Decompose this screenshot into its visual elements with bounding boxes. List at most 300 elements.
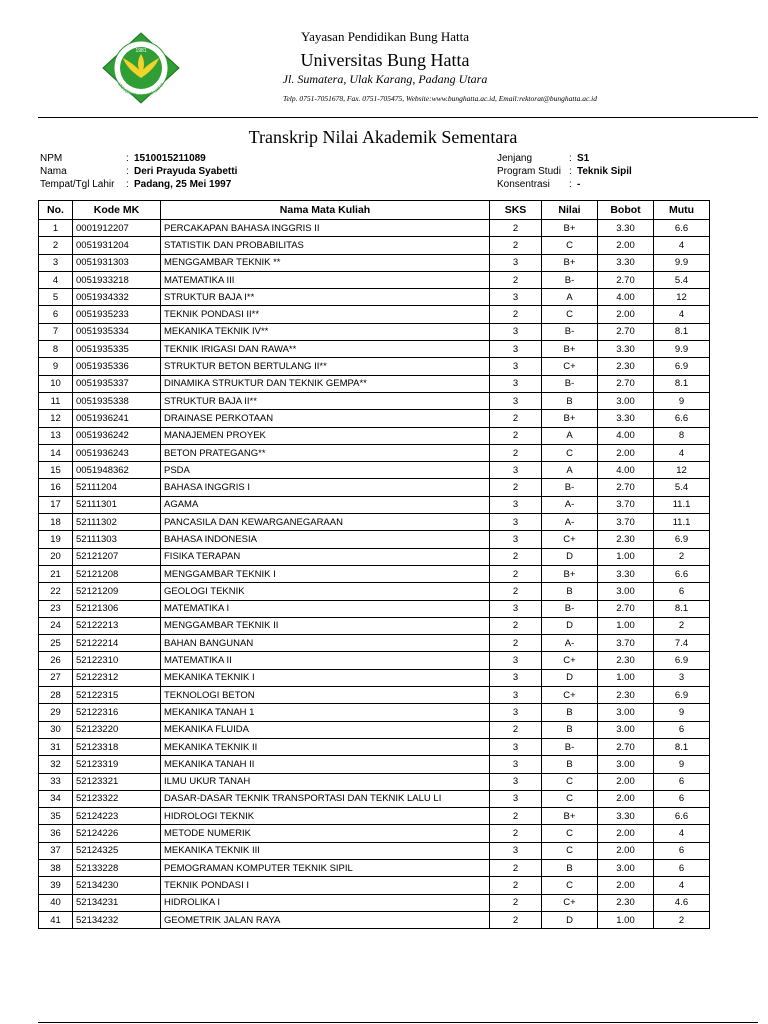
row-no: 3	[39, 254, 73, 271]
row-kode-mk: 52121209	[73, 583, 161, 600]
row-bobot: 3.00	[598, 859, 654, 876]
row-mutu: 6	[654, 842, 710, 859]
colon: :	[569, 166, 572, 177]
row-bobot: 2.00	[598, 842, 654, 859]
name-value: Deri Prayuda Syabetti	[134, 166, 238, 177]
row-bobot: 2.00	[598, 877, 654, 894]
row-nama-mata-kuliah: STATISTIK DAN PROBABILITAS	[161, 237, 490, 254]
row-nilai: B+	[542, 220, 598, 237]
table-row	[39, 341, 710, 358]
row-sks: 2	[490, 479, 542, 496]
row-mutu: 6.9	[654, 358, 710, 375]
row-mutu: 12	[654, 289, 710, 306]
concentration-label: Konsentrasi	[497, 179, 550, 190]
table-row	[39, 427, 710, 444]
table-row	[39, 237, 710, 254]
row-kode-mk: 52123220	[73, 721, 161, 738]
row-sks: 3	[490, 514, 542, 531]
footer-divider	[38, 1022, 758, 1023]
header-kode-mk: Kode MK	[73, 201, 161, 220]
row-mutu: 9	[654, 392, 710, 409]
row-kode-mk: 52122316	[73, 704, 161, 721]
row-bobot: 1.00	[598, 669, 654, 686]
row-no: 20	[39, 548, 73, 565]
row-kode-mk: 0051935337	[73, 375, 161, 392]
row-kode-mk: 52134232	[73, 911, 161, 928]
row-sks: 2	[490, 808, 542, 825]
table-row	[39, 548, 710, 565]
concentration-row	[497, 178, 632, 191]
birth-value: Padang, 25 Mei 1997	[134, 179, 232, 190]
row-kode-mk: 0051935338	[73, 392, 161, 409]
student-info-left	[40, 152, 237, 191]
row-mutu: 6	[654, 721, 710, 738]
row-mutu: 6.9	[654, 687, 710, 704]
row-sks: 3	[490, 842, 542, 859]
row-bobot: 1.00	[598, 548, 654, 565]
row-mutu: 2	[654, 911, 710, 928]
row-mutu: 4	[654, 237, 710, 254]
row-bobot: 2.00	[598, 306, 654, 323]
row-nilai: C	[542, 825, 598, 842]
row-sks: 2	[490, 548, 542, 565]
row-nama-mata-kuliah: PANCASILA DAN KEWARGANEGARAAN	[161, 514, 490, 531]
row-no: 36	[39, 825, 73, 842]
row-bobot: 3.00	[598, 392, 654, 409]
row-mutu: 6	[654, 773, 710, 790]
table-row	[39, 271, 710, 288]
table-row	[39, 790, 710, 807]
row-sks: 2	[490, 894, 542, 911]
row-no: 14	[39, 444, 73, 461]
row-nama-mata-kuliah: BAHASA INGGRIS I	[161, 479, 490, 496]
row-sks: 3	[490, 358, 542, 375]
row-mutu: 4	[654, 306, 710, 323]
row-bobot: 3.30	[598, 341, 654, 358]
row-kode-mk: 52122213	[73, 617, 161, 634]
row-kode-mk: 52111301	[73, 496, 161, 513]
name-label: Nama	[40, 166, 67, 177]
row-sks: 2	[490, 911, 542, 928]
row-kode-mk: 0051935233	[73, 306, 161, 323]
row-nama-mata-kuliah: PERCAKAPAN BAHASA INGGRIS II	[161, 220, 490, 237]
row-nilai: A-	[542, 514, 598, 531]
row-mutu: 8.1	[654, 738, 710, 755]
row-nilai: C	[542, 237, 598, 254]
level-value: S1	[577, 153, 590, 164]
row-bobot: 3.30	[598, 808, 654, 825]
row-kode-mk: 52134230	[73, 877, 161, 894]
row-kode-mk: 0051935335	[73, 341, 161, 358]
row-nama-mata-kuliah: MENGGAMBAR TEKNIK **	[161, 254, 490, 271]
table-row	[39, 289, 710, 306]
row-nilai: B	[542, 392, 598, 409]
table-row	[39, 687, 710, 704]
row-nilai: B+	[542, 565, 598, 582]
row-nama-mata-kuliah: MEKANIKA TANAH II	[161, 756, 490, 773]
row-bobot: 2.70	[598, 375, 654, 392]
table-row	[39, 254, 710, 271]
table-row	[39, 721, 710, 738]
row-no: 21	[39, 565, 73, 582]
row-bobot: 2.70	[598, 600, 654, 617]
table-row	[39, 600, 710, 617]
row-kode-mk: 52121306	[73, 600, 161, 617]
row-nama-mata-kuliah: STRUKTUR BAJA I**	[161, 289, 490, 306]
row-no: 37	[39, 842, 73, 859]
row-mutu: 8	[654, 427, 710, 444]
row-kode-mk: 52122310	[73, 652, 161, 669]
table-row	[39, 911, 710, 928]
row-mutu: 5.4	[654, 271, 710, 288]
table-row	[39, 635, 710, 652]
header-mutu: Mutu	[654, 201, 710, 220]
program-row	[497, 165, 632, 178]
row-no: 23	[39, 600, 73, 617]
row-kode-mk: 0051931303	[73, 254, 161, 271]
table-body	[39, 220, 710, 929]
row-sks: 3	[490, 756, 542, 773]
row-nilai: B-	[542, 738, 598, 755]
row-nilai: D	[542, 911, 598, 928]
row-kode-mk: 0051935334	[73, 323, 161, 340]
program-value: Teknik Sipil	[577, 166, 632, 177]
row-sks: 3	[490, 652, 542, 669]
name-row	[40, 165, 237, 178]
table-row	[39, 808, 710, 825]
row-no: 5	[39, 289, 73, 306]
row-mutu: 3	[654, 669, 710, 686]
row-nilai: B-	[542, 600, 598, 617]
row-nilai: D	[542, 617, 598, 634]
row-mutu: 11.1	[654, 514, 710, 531]
row-sks: 2	[490, 825, 542, 842]
row-no: 17	[39, 496, 73, 513]
row-kode-mk: 52123318	[73, 738, 161, 755]
row-nama-mata-kuliah: TEKNIK PONDASI I	[161, 877, 490, 894]
row-bobot: 4.00	[598, 289, 654, 306]
row-nama-mata-kuliah: MEKANIKA TEKNIK I	[161, 669, 490, 686]
row-nilai: B	[542, 721, 598, 738]
program-label: Program Studi	[497, 166, 561, 177]
row-bobot: 3.30	[598, 565, 654, 582]
row-bobot: 1.00	[598, 911, 654, 928]
npm-label: NPM	[40, 153, 63, 164]
row-no: 16	[39, 479, 73, 496]
row-bobot: 3.70	[598, 635, 654, 652]
row-nama-mata-kuliah: GEOMETRIK JALAN RAYA	[161, 911, 490, 928]
colon: :	[126, 166, 129, 177]
row-kode-mk: 52124226	[73, 825, 161, 842]
row-no: 13	[39, 427, 73, 444]
row-nama-mata-kuliah: MEKANIKA FLUIDA	[161, 721, 490, 738]
row-sks: 2	[490, 617, 542, 634]
npm-value: 1510015211089	[134, 153, 206, 164]
row-sks: 2	[490, 877, 542, 894]
row-sks: 3	[490, 375, 542, 392]
row-sks: 3	[490, 323, 542, 340]
table-row	[39, 392, 710, 409]
row-sks: 2	[490, 220, 542, 237]
row-nama-mata-kuliah: TEKNIK IRIGASI DAN RAWA**	[161, 341, 490, 358]
row-nama-mata-kuliah: AGAMA	[161, 496, 490, 513]
row-mutu: 8.1	[654, 600, 710, 617]
table-row	[39, 842, 710, 859]
colon: :	[569, 179, 572, 190]
row-sks: 2	[490, 721, 542, 738]
row-sks: 3	[490, 704, 542, 721]
row-no: 27	[39, 669, 73, 686]
row-nilai: A-	[542, 496, 598, 513]
row-bobot: 2.00	[598, 237, 654, 254]
row-nilai: A	[542, 289, 598, 306]
row-mutu: 9.9	[654, 254, 710, 271]
row-nama-mata-kuliah: BAHASA INDONESIA	[161, 531, 490, 548]
row-nama-mata-kuliah: METODE NUMERIK	[161, 825, 490, 842]
foundation-name: Yayasan Pendidikan Bung Hatta	[300, 29, 470, 44]
header-bobot: Bobot	[598, 201, 654, 220]
row-nilai: C	[542, 444, 598, 461]
row-mutu: 6.6	[654, 410, 710, 427]
row-nama-mata-kuliah: DRAINASE PERKOTAAN	[161, 410, 490, 427]
row-kode-mk: 0051936241	[73, 410, 161, 427]
row-nilai: A	[542, 462, 598, 479]
row-nilai: C	[542, 773, 598, 790]
row-kode-mk: 52124325	[73, 842, 161, 859]
row-bobot: 4.00	[598, 427, 654, 444]
row-kode-mk: 52121207	[73, 548, 161, 565]
row-mutu: 2	[654, 548, 710, 565]
row-kode-mk: 52122312	[73, 669, 161, 686]
birth-row	[40, 178, 237, 191]
row-no: 39	[39, 877, 73, 894]
row-kode-mk: 0051936242	[73, 427, 161, 444]
row-mutu: 6.9	[654, 652, 710, 669]
row-kode-mk: 0051933218	[73, 271, 161, 288]
row-sks: 3	[490, 773, 542, 790]
row-no: 41	[39, 911, 73, 928]
university-address: Jl. Sumatera, Ulak Karang, Padang Utara	[282, 72, 488, 86]
table-row	[39, 323, 710, 340]
row-bobot: 2.30	[598, 652, 654, 669]
row-nama-mata-kuliah: TEKNOLOGI BETON	[161, 687, 490, 704]
row-bobot: 2.70	[598, 738, 654, 755]
table-row	[39, 669, 710, 686]
row-mutu: 4	[654, 825, 710, 842]
row-nama-mata-kuliah: MENGGAMBAR TEKNIK I	[161, 565, 490, 582]
row-no: 18	[39, 514, 73, 531]
row-nilai: C	[542, 790, 598, 807]
row-mutu: 6.6	[654, 808, 710, 825]
row-mutu: 4	[654, 877, 710, 894]
logo-year: 1981	[135, 48, 147, 54]
document-title: Transkrip Nilai Akademik Sementara	[248, 127, 518, 147]
row-kode-mk: 52121208	[73, 565, 161, 582]
row-bobot: 3.00	[598, 721, 654, 738]
row-nilai: B-	[542, 375, 598, 392]
row-kode-mk: 52124223	[73, 808, 161, 825]
row-sks: 3	[490, 738, 542, 755]
row-kode-mk: 52111302	[73, 514, 161, 531]
row-kode-mk: 0051934332	[73, 289, 161, 306]
table-row	[39, 496, 710, 513]
row-no: 30	[39, 721, 73, 738]
row-kode-mk: 52123319	[73, 756, 161, 773]
table-row	[39, 375, 710, 392]
row-nilai: B	[542, 859, 598, 876]
university-contact: Telp. 0751-7051678, Fax. 0751-705475, Website:www.bunghatta.ac.id, Email:rektorat@bunghatta.ac.id	[282, 94, 598, 103]
row-no: 15	[39, 462, 73, 479]
header-nama-mata-kuliah: Nama Mata Kuliah	[161, 201, 490, 220]
row-nama-mata-kuliah: MATEMATIKA II	[161, 652, 490, 669]
row-sks: 2	[490, 306, 542, 323]
row-nama-mata-kuliah: PSDA	[161, 462, 490, 479]
row-sks: 3	[490, 531, 542, 548]
header-sks: SKS	[490, 201, 542, 220]
row-sks: 3	[490, 790, 542, 807]
row-nama-mata-kuliah: TEKNIK PONDASI II**	[161, 306, 490, 323]
row-kode-mk: 0001912207	[73, 220, 161, 237]
row-no: 38	[39, 859, 73, 876]
table-row	[39, 479, 710, 496]
table-row	[39, 617, 710, 634]
logo-ring-text: UNIVERSITAS BUNG HATTA	[117, 81, 165, 99]
row-bobot: 3.70	[598, 496, 654, 513]
row-mutu: 2	[654, 617, 710, 634]
colon: :	[569, 153, 572, 164]
table-row	[39, 531, 710, 548]
row-kode-mk: 0051948362	[73, 462, 161, 479]
header-no: No.	[39, 201, 73, 220]
row-nama-mata-kuliah: GEOLOGI TEKNIK	[161, 583, 490, 600]
row-bobot: 2.00	[598, 773, 654, 790]
row-bobot: 2.30	[598, 687, 654, 704]
row-nama-mata-kuliah: MEKANIKA TEKNIK II	[161, 738, 490, 755]
row-mutu: 6.6	[654, 565, 710, 582]
row-bobot: 2.70	[598, 271, 654, 288]
row-nama-mata-kuliah: ILMU UKUR TANAH	[161, 773, 490, 790]
row-kode-mk: 0051936243	[73, 444, 161, 461]
row-mutu: 11.1	[654, 496, 710, 513]
row-sks: 3	[490, 687, 542, 704]
row-no: 32	[39, 756, 73, 773]
row-nama-mata-kuliah: HIDROLOGI TEKNIK	[161, 808, 490, 825]
table-header-row	[39, 201, 710, 220]
row-no: 31	[39, 738, 73, 755]
row-nilai: B+	[542, 410, 598, 427]
row-bobot: 2.30	[598, 531, 654, 548]
row-nilai: B	[542, 704, 598, 721]
row-mutu: 7.4	[654, 635, 710, 652]
row-sks: 3	[490, 392, 542, 409]
row-nilai: B+	[542, 341, 598, 358]
row-no: 6	[39, 306, 73, 323]
concentration-value: -	[577, 179, 581, 190]
row-mutu: 4.6	[654, 894, 710, 911]
table-row	[39, 514, 710, 531]
row-nama-mata-kuliah: PEMOGRAMAN KOMPUTER TEKNIK SIPIL	[161, 859, 490, 876]
row-bobot: 2.00	[598, 444, 654, 461]
row-bobot: 4.00	[598, 462, 654, 479]
row-sks: 2	[490, 859, 542, 876]
table-row	[39, 444, 710, 461]
table-row	[39, 738, 710, 755]
level-label: Jenjang	[497, 153, 533, 164]
row-nama-mata-kuliah: FISIKA TERAPAN	[161, 548, 490, 565]
row-sks: 2	[490, 635, 542, 652]
table-row	[39, 704, 710, 721]
row-mutu: 6	[654, 859, 710, 876]
row-nama-mata-kuliah: BETON PRATEGANG**	[161, 444, 490, 461]
row-nilai: C+	[542, 358, 598, 375]
row-sks: 3	[490, 600, 542, 617]
row-nilai: C+	[542, 687, 598, 704]
row-kode-mk: 52123322	[73, 790, 161, 807]
row-no: 4	[39, 271, 73, 288]
row-no: 8	[39, 341, 73, 358]
student-info-right	[497, 152, 632, 191]
row-bobot: 3.00	[598, 583, 654, 600]
row-mutu: 8.1	[654, 323, 710, 340]
row-sks: 2	[490, 410, 542, 427]
row-sks: 2	[490, 565, 542, 582]
row-nama-mata-kuliah: STRUKTUR BAJA II**	[161, 392, 490, 409]
row-no: 12	[39, 410, 73, 427]
row-sks: 3	[490, 289, 542, 306]
npm-row	[40, 152, 237, 165]
row-mutu: 6	[654, 583, 710, 600]
row-kode-mk: 52122214	[73, 635, 161, 652]
row-mutu: 6.9	[654, 531, 710, 548]
row-no: 24	[39, 617, 73, 634]
row-sks: 2	[490, 583, 542, 600]
row-nilai: C	[542, 306, 598, 323]
row-nilai: C+	[542, 652, 598, 669]
row-nama-mata-kuliah: MATEMATIKA III	[161, 271, 490, 288]
row-bobot: 3.30	[598, 410, 654, 427]
row-nilai: B	[542, 583, 598, 600]
row-sks: 3	[490, 341, 542, 358]
row-bobot: 3.00	[598, 756, 654, 773]
row-nilai: C	[542, 842, 598, 859]
row-nama-mata-kuliah: MEKANIKA TEKNIK IV**	[161, 323, 490, 340]
row-nilai: B-	[542, 479, 598, 496]
row-bobot: 1.00	[598, 617, 654, 634]
row-nilai: A	[542, 427, 598, 444]
row-nilai: B+	[542, 808, 598, 825]
row-kode-mk: 52133228	[73, 859, 161, 876]
row-bobot: 2.00	[598, 825, 654, 842]
table-row	[39, 358, 710, 375]
row-no: 9	[39, 358, 73, 375]
row-no: 11	[39, 392, 73, 409]
row-nilai: C+	[542, 894, 598, 911]
row-sks: 3	[490, 669, 542, 686]
row-mutu: 12	[654, 462, 710, 479]
birth-label: Tempat/Tgl Lahir	[40, 179, 115, 190]
row-no: 25	[39, 635, 73, 652]
university-name: Universitas Bung Hatta	[300, 50, 470, 70]
row-bobot: 3.30	[598, 254, 654, 271]
row-nama-mata-kuliah: STRUKTUR BETON BERTULANG II**	[161, 358, 490, 375]
row-bobot: 2.30	[598, 358, 654, 375]
row-no: 1	[39, 220, 73, 237]
row-no: 34	[39, 790, 73, 807]
row-nilai: D	[542, 548, 598, 565]
row-bobot: 2.70	[598, 479, 654, 496]
header-divider	[38, 117, 758, 118]
row-nilai: C	[542, 877, 598, 894]
